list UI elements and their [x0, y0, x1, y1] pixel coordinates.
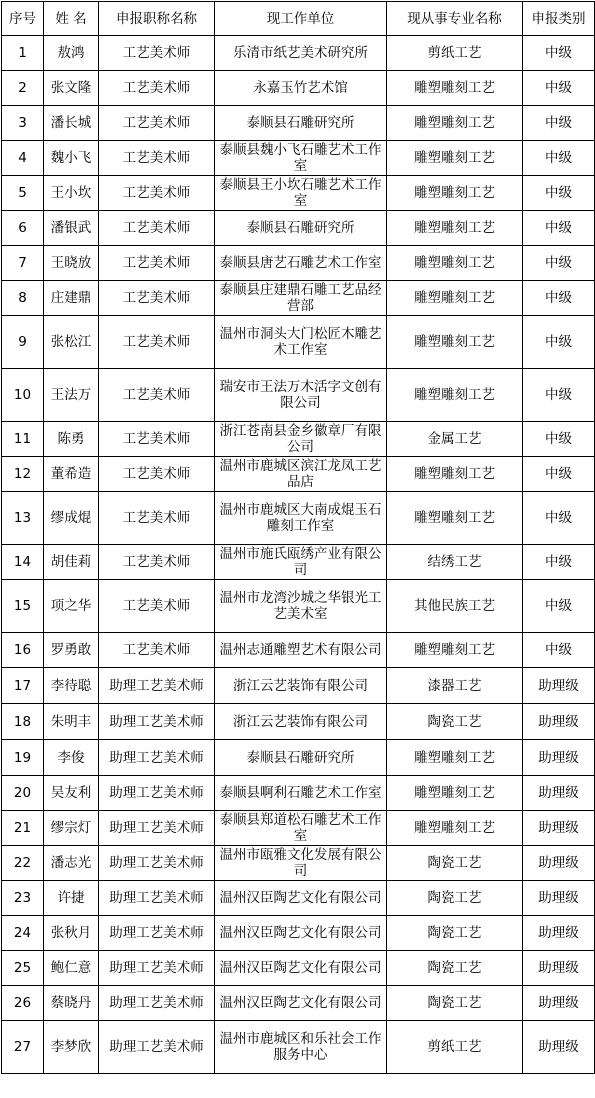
cell-title: 助理工艺美术师: [99, 668, 215, 704]
cell-major: 金属工艺: [387, 422, 523, 457]
header-name: 姓 名: [44, 2, 99, 36]
cell-no: 22: [2, 846, 44, 881]
cell-major: 雕塑雕刻工艺: [387, 811, 523, 846]
cell-unit: 温州汉臣陶艺文化有限公司: [215, 916, 387, 951]
table-row: [2, 951, 595, 986]
table-row: [2, 580, 595, 633]
cell-name: 张秋月: [44, 916, 99, 951]
cell-name: 鲍仁意: [44, 951, 99, 986]
cell-no: 5: [2, 176, 44, 211]
cell-name: 敖鸿: [44, 36, 99, 71]
cell-name: 胡佳莉: [44, 545, 99, 580]
cell-level: 助理级: [523, 740, 595, 776]
cell-level: 中级: [523, 457, 595, 492]
cell-unit: 温州市鹿城区和乐社会工作服务中心: [215, 1021, 387, 1074]
table-row: [2, 316, 595, 369]
cell-name: 罗勇敢: [44, 633, 99, 668]
cell-name: 潘银武: [44, 211, 99, 246]
table-row: [2, 811, 595, 846]
table-row: [2, 776, 595, 811]
cell-unit: 浙江苍南县金乡徽章厂有限公司: [215, 422, 387, 457]
cell-title: 工艺美术师: [99, 492, 215, 545]
cell-major: 雕塑雕刻工艺: [387, 71, 523, 106]
table-row: [2, 71, 595, 106]
cell-title: 工艺美术师: [99, 36, 215, 71]
cell-level: 助理级: [523, 846, 595, 881]
cell-no: 8: [2, 281, 44, 316]
table-row: [2, 36, 595, 71]
cell-name: 李俊: [44, 740, 99, 776]
cell-title: 助理工艺美术师: [99, 986, 215, 1021]
cell-no: 11: [2, 422, 44, 457]
cell-title: 助理工艺美术师: [99, 811, 215, 846]
cell-name: 许捷: [44, 881, 99, 916]
cell-level: 中级: [523, 580, 595, 633]
cell-no: 7: [2, 246, 44, 281]
cell-title: 工艺美术师: [99, 369, 215, 422]
cell-level: 中级: [523, 106, 595, 141]
cell-unit: 温州市鹿城区大南成焜玉石雕刻工作室: [215, 492, 387, 545]
cell-no: 16: [2, 633, 44, 668]
cell-title: 工艺美术师: [99, 580, 215, 633]
cell-major: 雕塑雕刻工艺: [387, 316, 523, 369]
cell-level: 中级: [523, 492, 595, 545]
cell-unit: 温州市洞头大门松匠木雕艺术工作室: [215, 316, 387, 369]
header-no: 序号: [2, 2, 44, 36]
header-title: 申报职称名称: [99, 2, 215, 36]
table-row: [2, 986, 595, 1021]
cell-unit: 温州志通雕塑艺术有限公司: [215, 633, 387, 668]
table-row: [2, 457, 595, 492]
cell-unit: 泰顺县石雕研究所: [215, 106, 387, 141]
cell-major: 雕塑雕刻工艺: [387, 176, 523, 211]
cell-name: 王小坎: [44, 176, 99, 211]
cell-major: 其他民族工艺: [387, 580, 523, 633]
cell-unit: 泰顺县庄建鼎石雕工艺品经营部: [215, 281, 387, 316]
cell-no: 21: [2, 811, 44, 846]
cell-level: 助理级: [523, 776, 595, 811]
cell-level: 中级: [523, 545, 595, 580]
cell-name: 庄建鼎: [44, 281, 99, 316]
cell-unit: 浙江云艺装饰有限公司: [215, 668, 387, 704]
header-major: 现从事专业名称: [387, 2, 523, 36]
cell-title: 助理工艺美术师: [99, 776, 215, 811]
table-row: [2, 740, 595, 776]
cell-title: 助理工艺美术师: [99, 740, 215, 776]
cell-major: 雕塑雕刻工艺: [387, 457, 523, 492]
table-row: [2, 545, 595, 580]
cell-name: 吴友利: [44, 776, 99, 811]
cell-name: 潘长城: [44, 106, 99, 141]
cell-level: 中级: [523, 281, 595, 316]
cell-unit: 温州市施氏瓯绣产业有限公司: [215, 545, 387, 580]
cell-name: 缪宗灯: [44, 811, 99, 846]
table-row: [2, 369, 595, 422]
cell-no: 14: [2, 545, 44, 580]
cell-title: 助理工艺美术师: [99, 846, 215, 881]
cell-title: 助理工艺美术师: [99, 1021, 215, 1074]
cell-title: 助理工艺美术师: [99, 916, 215, 951]
cell-level: 助理级: [523, 951, 595, 986]
cell-level: 助理级: [523, 1021, 595, 1074]
table-row: [2, 704, 595, 740]
cell-major: 陶瓷工艺: [387, 951, 523, 986]
cell-no: 2: [2, 71, 44, 106]
cell-title: 助理工艺美术师: [99, 951, 215, 986]
table-row: [2, 106, 595, 141]
table-row: [2, 1021, 595, 1074]
cell-level: 中级: [523, 36, 595, 71]
cell-title: 工艺美术师: [99, 633, 215, 668]
cell-major: 雕塑雕刻工艺: [387, 106, 523, 141]
cell-unit: 温州汉臣陶艺文化有限公司: [215, 986, 387, 1021]
table-row: [2, 633, 595, 668]
cell-unit: 泰顺县啊利石雕艺术工作室: [215, 776, 387, 811]
cell-title: 工艺美术师: [99, 141, 215, 176]
cell-level: 中级: [523, 316, 595, 369]
cell-major: 陶瓷工艺: [387, 704, 523, 740]
table-row: [2, 176, 595, 211]
cell-name: 李待聪: [44, 668, 99, 704]
cell-title: 工艺美术师: [99, 281, 215, 316]
cell-title: 工艺美术师: [99, 211, 215, 246]
cell-level: 中级: [523, 633, 595, 668]
cell-name: 王法万: [44, 369, 99, 422]
cell-no: 3: [2, 106, 44, 141]
cell-name: 李梦欣: [44, 1021, 99, 1074]
table-row: [2, 422, 595, 457]
table-row: [2, 881, 595, 916]
cell-unit: 永嘉玉竹艺术馆: [215, 71, 387, 106]
cell-title: 工艺美术师: [99, 71, 215, 106]
cell-unit: 温州市瓯雅文化发展有限公司: [215, 846, 387, 881]
cell-no: 18: [2, 704, 44, 740]
cell-major: 结绣工艺: [387, 545, 523, 580]
cell-title: 工艺美术师: [99, 176, 215, 211]
cell-title: 助理工艺美术师: [99, 704, 215, 740]
cell-title: 工艺美术师: [99, 457, 215, 492]
cell-unit: 瑞安市王法万木活字文创有限公司: [215, 369, 387, 422]
cell-level: 助理级: [523, 916, 595, 951]
cell-level: 助理级: [523, 881, 595, 916]
cell-no: 23: [2, 881, 44, 916]
cell-name: 张文隆: [44, 71, 99, 106]
cell-title: 工艺美术师: [99, 106, 215, 141]
cell-name: 陈勇: [44, 422, 99, 457]
cell-no: 26: [2, 986, 44, 1021]
cell-major: 雕塑雕刻工艺: [387, 633, 523, 668]
cell-name: 蔡晓丹: [44, 986, 99, 1021]
cell-major: 陶瓷工艺: [387, 916, 523, 951]
table-row: [2, 668, 595, 704]
cell-no: 24: [2, 916, 44, 951]
cell-name: 潘志光: [44, 846, 99, 881]
cell-level: 助理级: [523, 668, 595, 704]
cell-major: 雕塑雕刻工艺: [387, 281, 523, 316]
table-row: [2, 246, 595, 281]
cell-major: 雕塑雕刻工艺: [387, 740, 523, 776]
cell-level: 中级: [523, 246, 595, 281]
cell-no: 1: [2, 36, 44, 71]
cell-title: 工艺美术师: [99, 422, 215, 457]
cell-major: 雕塑雕刻工艺: [387, 369, 523, 422]
table-row: [2, 281, 595, 316]
cell-name: 董希造: [44, 457, 99, 492]
cell-level: 助理级: [523, 704, 595, 740]
table-header-row: [2, 2, 595, 36]
cell-no: 20: [2, 776, 44, 811]
cell-unit: 泰顺县魏小飞石雕艺术工作室: [215, 141, 387, 176]
cell-title: 工艺美术师: [99, 246, 215, 281]
cell-unit: 泰顺县唐艺石雕艺术工作室: [215, 246, 387, 281]
cell-unit: 泰顺县王小坎石雕艺术工作室: [215, 176, 387, 211]
header-level: 申报类别: [523, 2, 595, 36]
cell-unit: 温州市龙湾沙城之华银光工艺美术室: [215, 580, 387, 633]
cell-major: 雕塑雕刻工艺: [387, 492, 523, 545]
cell-major: 雕塑雕刻工艺: [387, 246, 523, 281]
cell-major: 陶瓷工艺: [387, 986, 523, 1021]
cell-major: 雕塑雕刻工艺: [387, 776, 523, 811]
table-row: [2, 211, 595, 246]
cell-unit: 浙江云艺装饰有限公司: [215, 704, 387, 740]
cell-major: 雕塑雕刻工艺: [387, 141, 523, 176]
cell-major: 陶瓷工艺: [387, 846, 523, 881]
cell-level: 中级: [523, 141, 595, 176]
cell-level: 中级: [523, 176, 595, 211]
cell-major: 陶瓷工艺: [387, 881, 523, 916]
cell-title: 工艺美术师: [99, 316, 215, 369]
cell-name: 项之华: [44, 580, 99, 633]
cell-title: 工艺美术师: [99, 545, 215, 580]
cell-no: 13: [2, 492, 44, 545]
cell-name: 王晓放: [44, 246, 99, 281]
cell-major: 剪纸工艺: [387, 36, 523, 71]
cell-major: 漆器工艺: [387, 668, 523, 704]
cell-no: 27: [2, 1021, 44, 1074]
cell-unit: 乐清市纸艺美术研究所: [215, 36, 387, 71]
cell-no: 19: [2, 740, 44, 776]
cell-no: 15: [2, 580, 44, 633]
cell-unit: 温州汉臣陶艺文化有限公司: [215, 951, 387, 986]
cell-no: 6: [2, 211, 44, 246]
cell-name: 魏小飞: [44, 141, 99, 176]
cell-name: 缪成焜: [44, 492, 99, 545]
cell-major: 剪纸工艺: [387, 1021, 523, 1074]
cell-name: 朱明丰: [44, 704, 99, 740]
cell-unit: 温州汉臣陶艺文化有限公司: [215, 881, 387, 916]
table-row: [2, 141, 595, 176]
cell-level: 中级: [523, 369, 595, 422]
cell-name: 张松江: [44, 316, 99, 369]
cell-title: 助理工艺美术师: [99, 881, 215, 916]
cell-level: 中级: [523, 422, 595, 457]
cell-level: 中级: [523, 71, 595, 106]
cell-unit: 泰顺县石雕研究所: [215, 211, 387, 246]
cell-unit: 泰顺县郑道松石雕艺术工作室: [215, 811, 387, 846]
cell-no: 12: [2, 457, 44, 492]
cell-no: 9: [2, 316, 44, 369]
cell-no: 17: [2, 668, 44, 704]
cell-no: 4: [2, 141, 44, 176]
cell-level: 中级: [523, 211, 595, 246]
table-row: [2, 492, 595, 545]
cell-major: 雕塑雕刻工艺: [387, 211, 523, 246]
table-row: [2, 916, 595, 951]
cell-unit: 泰顺县石雕研究所: [215, 740, 387, 776]
cell-unit: 温州市鹿城区滨江龙凤工艺品店: [215, 457, 387, 492]
header-unit: 现工作单位: [215, 2, 387, 36]
cell-level: 助理级: [523, 986, 595, 1021]
cell-no: 25: [2, 951, 44, 986]
applicant-table: [1, 1, 595, 1074]
cell-no: 10: [2, 369, 44, 422]
cell-level: 助理级: [523, 811, 595, 846]
table-row: [2, 846, 595, 881]
